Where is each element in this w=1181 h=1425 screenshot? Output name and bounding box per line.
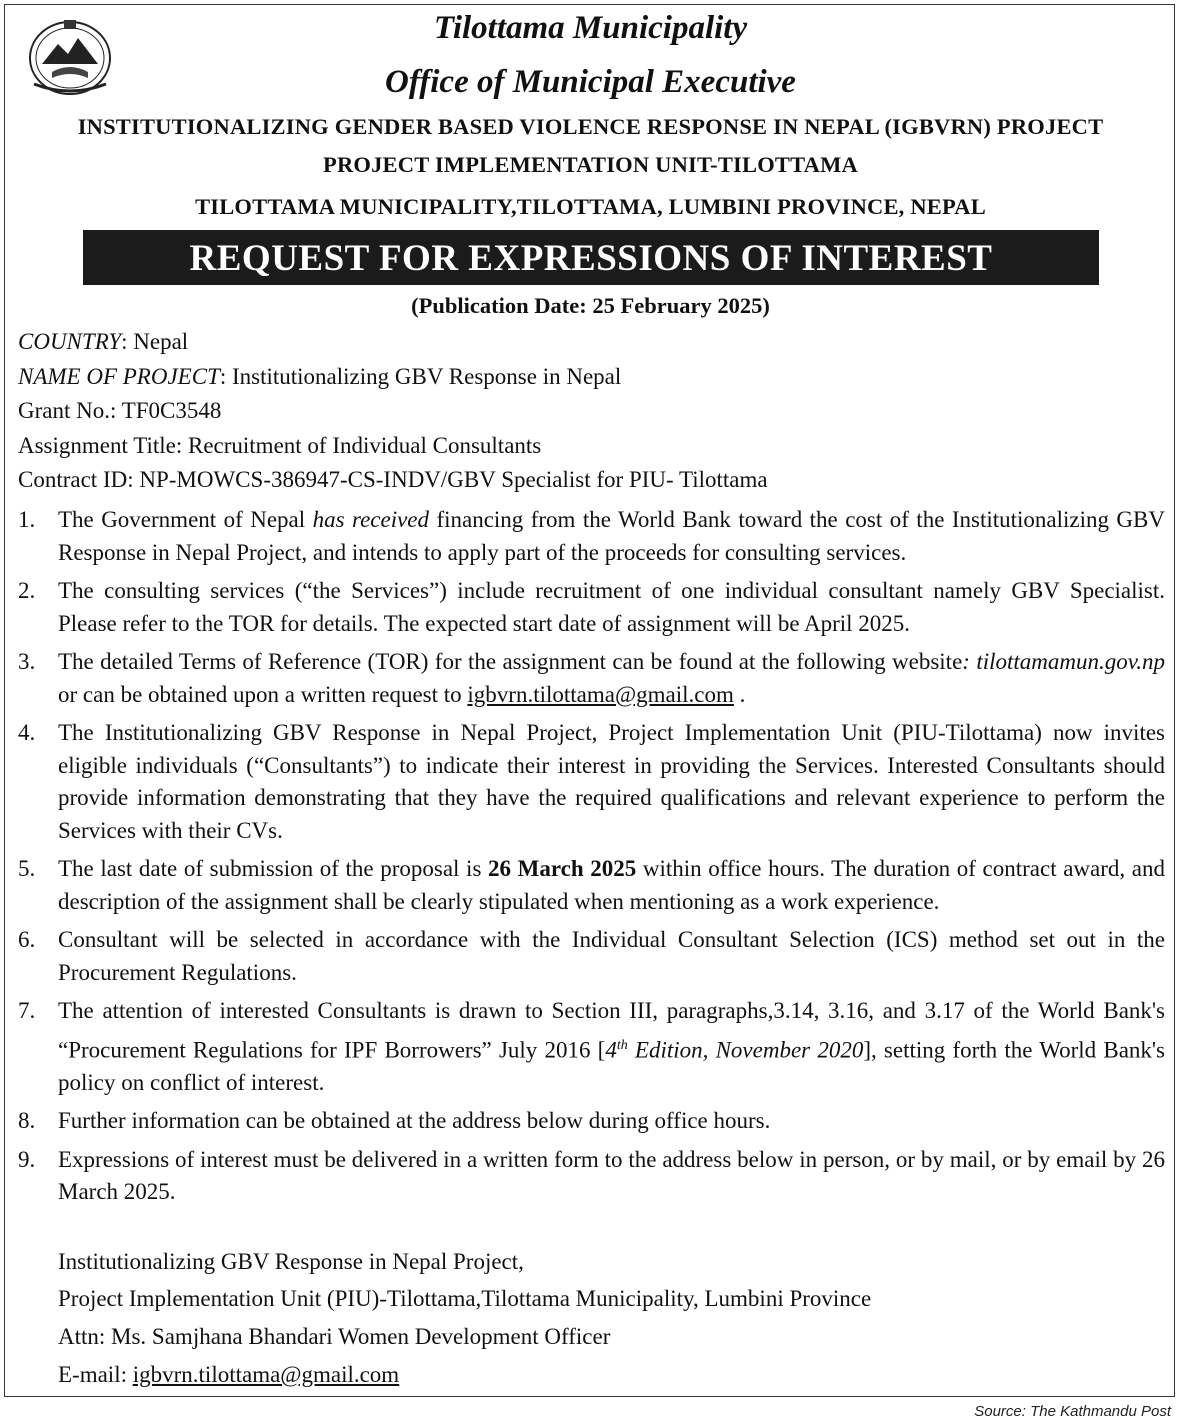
eoi-banner: REQUEST FOR EXPRESSIONS OF INTEREST bbox=[83, 230, 1099, 285]
item-text: The detailed Terms of Reference (TOR) for the assignment can be found at the following website bbox=[58, 649, 963, 674]
address-line: Attn: Ms. Samjhana Bhandari Women Development Officer bbox=[58, 1324, 611, 1349]
item-text: The Government of Nepal bbox=[58, 507, 313, 532]
item-text: or can be obtained upon a written request to bbox=[58, 681, 468, 707]
item-number: 3. bbox=[18, 649, 36, 674]
item-number: 1. bbox=[18, 507, 36, 532]
project-label: NAME OF PROJECT bbox=[18, 364, 220, 389]
grant-line: Grant No.: TF0C3548 bbox=[18, 398, 222, 423]
municipality-title: Tilottama Municipality bbox=[433, 10, 748, 46]
project-heading: INSTITUTIONALIZING GENDER BASED VIOLENCE RESPONSE IN NEPAL (IGBVRN) PROJECT bbox=[77, 114, 1104, 139]
list-item bbox=[18, 717, 1165, 847]
list-item bbox=[18, 995, 1165, 1099]
item-text: within office hours. The duration of contract award, and description of the assignment shall be clearly stipulated when mentioning as a work experience. bbox=[58, 856, 1165, 914]
item-text-italic: Edition, November 2020 bbox=[627, 1037, 864, 1063]
address-line: Institutionalizing GBV Response in Nepal Project, bbox=[58, 1249, 524, 1274]
email-label: E-mail: bbox=[58, 1362, 133, 1387]
list-item bbox=[18, 646, 1165, 711]
item-superscript: th bbox=[616, 1037, 628, 1053]
contact-email-link[interactable]: igbvrn.tilottama@gmail.com bbox=[132, 1362, 400, 1387]
list-item bbox=[18, 853, 1165, 918]
source-credit: Source: The Kathmandu Post bbox=[974, 1403, 1171, 1420]
list-item bbox=[18, 924, 1165, 989]
item-text: financing from the World Bank toward the cost of the Institutionalizing GBV Response in Nepal Project, and intends to apply part of the proceeds for consulting services. bbox=[58, 507, 1165, 565]
country-label: COUNTRY bbox=[18, 329, 122, 354]
item-number: 4. bbox=[18, 720, 36, 745]
item-number: 8. bbox=[18, 1108, 36, 1134]
item-text: The attention of interested Consultants is drawn to Section III, paragraphs,3.14, 3.16, and 3.17 of the World Bank's “Procurement Regulations for IPF Borrowers” July 2016 [ bbox=[58, 998, 1165, 1063]
numbered-list bbox=[18, 504, 1165, 1215]
item-text: . bbox=[733, 681, 746, 707]
item-text: The Institutionalizing GBV Response in Nepal Project, Project Implementation Unit (PIU-Tilottama) now invites eligible individuals (“Consultants”) to indicate their interest in providing the Services. Interested Consultants should provide information demonstrating that they have the required qualifications and relevant experience to perform the Services with their CVs. bbox=[58, 720, 1165, 843]
item-number: 9. bbox=[18, 1146, 36, 1172]
office-title: Office of Municipal Executive bbox=[385, 64, 796, 100]
publication-date: (Publication Date: 25 February 2025) bbox=[411, 293, 770, 318]
country-value: : Nepal bbox=[121, 329, 189, 354]
assignment-line: Assignment Title: Recruitment of Individual Consultants bbox=[18, 433, 542, 458]
email-link[interactable]: igbvrn.tilottama@gmail.com bbox=[467, 681, 734, 707]
list-item bbox=[18, 1144, 1165, 1209]
deadline-date: 26 March 2025 bbox=[488, 856, 637, 881]
list-item bbox=[18, 575, 1165, 640]
item-text: The consulting services (“the Services”) include recruitment of one individual consultant namely GBV Specialist. Please refer to the TOR for details. The expected start date of assignment will be April 2025. bbox=[58, 578, 1165, 636]
project-value: : Institutionalizing GBV Response in Nepal bbox=[219, 364, 622, 389]
country-line bbox=[18, 328, 188, 356]
contract-line: Contract ID: NP-MOWCS-386947-CS-INDV/GBV Specialist for PIU- Tilottama bbox=[18, 467, 768, 492]
unit-heading: PROJECT IMPLEMENTATION UNIT-TILOTTAMA bbox=[323, 152, 858, 177]
item-text: The last date of submission of the proposal is bbox=[58, 856, 489, 881]
item-text-italic: has received bbox=[312, 507, 429, 532]
item-text-italic: 4 bbox=[605, 1037, 617, 1063]
email-line bbox=[58, 1361, 399, 1389]
item-number: 2. bbox=[18, 578, 36, 603]
website-link[interactable]: : tilottamamun.gov.np bbox=[962, 649, 1165, 674]
list-item bbox=[18, 1105, 1165, 1138]
address-line: Project Implementation Unit (PIU)-Tilottama,Tilottama Municipality, Lumbini Province bbox=[58, 1286, 872, 1311]
item-text: Expressions of interest must be delivered in a written form to the address below in person, or by mail, or by email by 26 March 2025. bbox=[58, 1146, 1165, 1205]
item-text: ], setting forth the World Bank's policy on conflict of interest. bbox=[58, 1037, 1165, 1095]
item-number: 6. bbox=[18, 927, 36, 952]
location-heading: TILOTTAMA MUNICIPALITY,TILOTTAMA, LUMBINI PROVINCE, NEPAL bbox=[195, 194, 986, 219]
list-item bbox=[18, 504, 1165, 569]
item-number: 5. bbox=[18, 856, 36, 881]
project-name-line bbox=[18, 363, 621, 391]
item-number: 7. bbox=[18, 998, 36, 1023]
item-text: Further information can be obtained at the address below during office hours. bbox=[58, 1108, 771, 1134]
item-text: Consultant will be selected in accordance with the Individual Consultant Selection (ICS) method set out in the Procurement Regulations. bbox=[58, 927, 1165, 985]
